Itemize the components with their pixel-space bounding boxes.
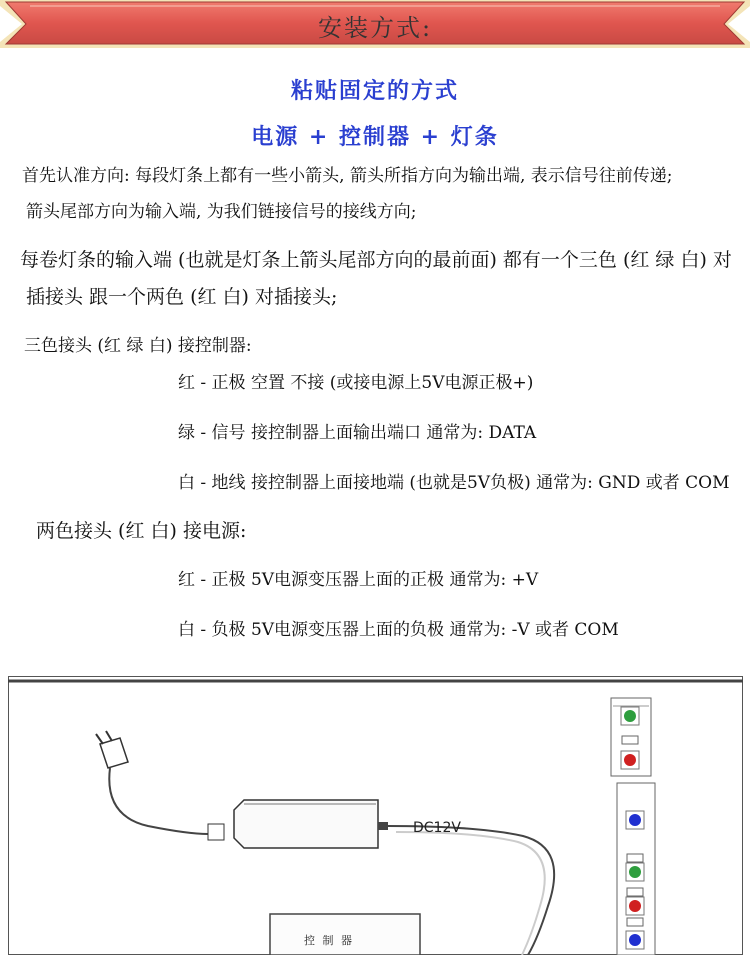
wire-white-3: 白 - 地线 接控制器上面接地端 (也就是5V负极) 通常为: GND 或者 COM [178, 473, 730, 493]
led-dot [624, 710, 636, 722]
led-dot [629, 866, 641, 878]
header-banner [0, 0, 750, 48]
header-title: 安装方式: [317, 14, 433, 42]
paragraph-input-1: 每卷灯条的输入端 (也就是灯条上箭头尾部方向的最前面) 都有一个三色 (红 绿 白) 对 [20, 249, 732, 271]
illustration-drawing [8, 676, 743, 955]
subtitle-components: 电源 + 控制器 + 灯条 [251, 124, 499, 150]
wiring-illustration [8, 676, 743, 955]
led-dot [629, 934, 641, 946]
wire-white-2: 白 - 负极 5V电源变压器上面的负极 通常为: -V 或者 COM [178, 620, 619, 640]
led-dot [629, 814, 641, 826]
controller-label: 控 制 器 [304, 934, 354, 947]
paragraph-direction-1: 首先认准方向: 每段灯条上都有一些小箭头, 箭头所指方向为输出端, 表示信号往前传递; [22, 166, 673, 186]
wire-green-3: 绿 - 信号 接控制器上面输出端口 通常为: DATA [178, 423, 537, 443]
wire-red-2: 红 - 正极 5V电源变压器上面的正极 通常为: +V [178, 570, 539, 590]
led-dot [629, 900, 641, 912]
subtitle-method: 粘贴固定的方式 [290, 78, 459, 104]
wire-red-3: 红 - 正极 空置 不接 (或接电源上5V电源正极+) [178, 373, 534, 393]
paragraph-two-color: 两色接头 (红 白) 接电源: [36, 520, 247, 542]
led-dot [624, 754, 636, 766]
cable-label: DC12V [413, 820, 461, 836]
paragraph-three-color: 三色接头 (红 绿 白) 接控制器: [24, 336, 252, 356]
paragraph-input-2: 插接头 跟一个两色 (红 白) 对插接头; [26, 286, 338, 308]
paragraph-direction-2: 箭头尾部方向为输入端, 为我们链接信号的接线方向; [26, 202, 417, 222]
